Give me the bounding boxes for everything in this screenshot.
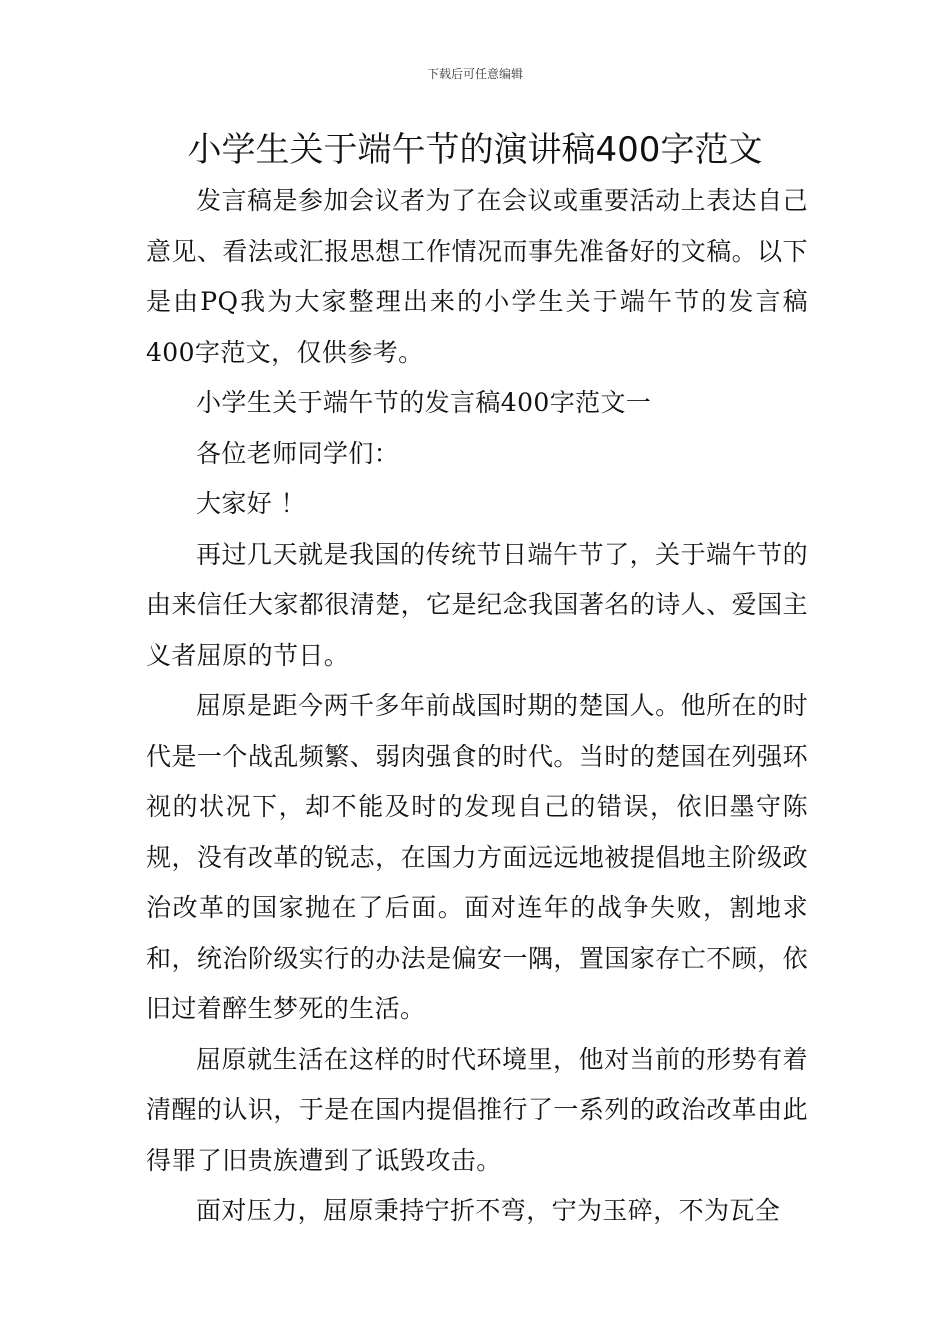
page-header-note: 下载后可任意编辑 xyxy=(426,67,523,81)
paragraph-subtitle: 小学生关于端午节的发言稿400字范文一 xyxy=(196,388,652,417)
paragraph-greeting: 大家好 ！ xyxy=(196,489,306,518)
document-body xyxy=(146,176,808,1237)
paragraph-salutation: 各位老师同学们： xyxy=(196,438,400,468)
document-title: 小学生关于端午节的演讲稿400字范文 xyxy=(187,130,763,170)
paragraph-body-4: 面对压力，屈原秉持宁折不弯，宁为玉碎，不为瓦全 xyxy=(196,1196,781,1225)
paragraph-body-3: 屈原就生活在这样的时代环境里，他对当前的形势有着清醒的认识，于是在国内提倡推行了一系列的政治改革由此得罪了旧贵族遭到了诋毁攻击。 xyxy=(146,1044,808,1175)
paragraph-body-1: 再过几天就是我国的传统节日端午节了，关于端午节的由来信任大家都很清楚，它是纪念我国著名的诗人、爱国主义者屈原的节日。 xyxy=(146,539,808,670)
paragraph-intro: 发言稿是参加会议者为了在会议或重要活动上表达自己意见、看法或汇报思想工作情况而事先准备好的文稿。以下是由PQ我为大家整理出来的小学生关于端午节的发言稿400字范文，仅供参考。 xyxy=(146,186,808,367)
paragraph-body-2: 屈原是距今两千多年前战国时期的楚国人。他所在的时代是一个战乱频繁、弱肉强食的时代。当时的楚国在列强环视的状况下，却不能及时的发现自己的错误，依旧墨守陈规，没有改革的锐志，在国力方面远远地被提倡地主阶级政治改革的国家抛在了后面。面对连年的战争失败，割地求和，统治阶级实行的办法是偏安一隅，置国家存亡不顾，依旧过着醉生梦死的生活。 xyxy=(146,691,808,1023)
